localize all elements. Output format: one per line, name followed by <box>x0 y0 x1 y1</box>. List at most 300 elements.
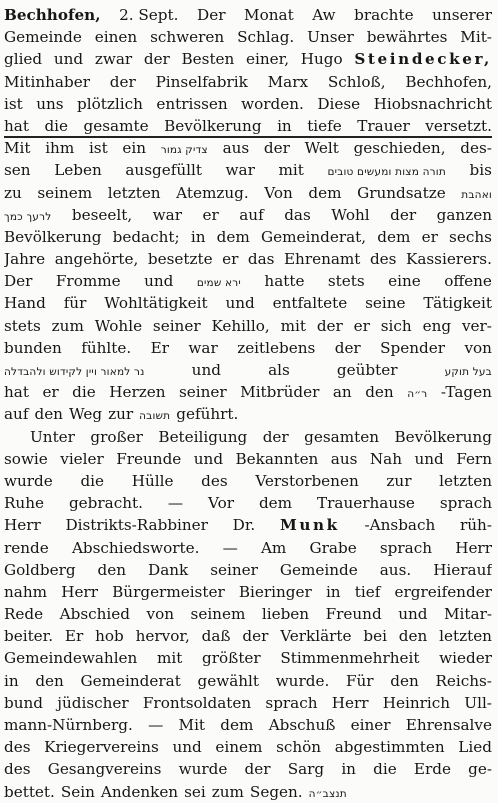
word: und <box>398 605 428 624</box>
word: Wohle <box>94 316 143 335</box>
word: ihm <box>45 139 75 158</box>
word: worden. <box>241 94 304 113</box>
word: Hiobsnachricht <box>373 94 492 113</box>
word: gebracht. <box>68 494 143 513</box>
word: Für <box>345 671 374 690</box>
word: aus <box>222 139 250 158</box>
word: Sein <box>60 782 95 801</box>
word: jüdischer <box>57 693 129 712</box>
word: der <box>143 50 170 69</box>
word: mit <box>278 161 304 180</box>
word: bewährtes <box>366 28 448 47</box>
word: sprach <box>379 538 433 557</box>
word: Verklärte <box>280 627 352 646</box>
word: gesamte <box>83 116 149 135</box>
word: ist <box>4 94 23 113</box>
word: Herr <box>455 538 492 557</box>
text-line <box>4 93 492 115</box>
word: gewählt <box>197 671 259 690</box>
word: bund <box>4 693 44 712</box>
text-line <box>4 736 492 758</box>
word: dem <box>216 227 250 246</box>
word: entrissen <box>156 94 228 113</box>
word: Herr <box>61 582 98 601</box>
text-line <box>4 226 492 248</box>
word: glied <box>4 50 43 69</box>
section-divider <box>4 136 492 138</box>
word: Mitinhaber <box>4 72 90 91</box>
word: letzten <box>439 471 492 490</box>
word: und <box>53 50 84 69</box>
word: er <box>222 250 239 269</box>
word: in <box>325 582 341 601</box>
word: vieler <box>60 449 104 468</box>
word: dem <box>308 183 342 202</box>
word: Leben <box>54 161 102 180</box>
word: beseelt, <box>71 205 133 224</box>
word: abgestimmten <box>334 738 445 757</box>
word: Bieringer <box>238 582 312 601</box>
spaced-name: Steindecker, <box>354 50 492 69</box>
word: den <box>398 627 428 646</box>
word: und <box>172 738 202 757</box>
text-line <box>4 337 492 359</box>
dateline-date: 2. Sept. <box>119 6 179 24</box>
word: fühlte. <box>81 338 132 357</box>
word: der <box>262 427 289 446</box>
word: — <box>222 538 238 557</box>
word: hatte <box>264 272 305 291</box>
word: Wohl <box>331 205 370 224</box>
word: Andenken <box>100 782 179 801</box>
word: Stimmenmehrheit <box>280 649 420 668</box>
word: hat <box>4 116 29 135</box>
word: die <box>44 116 69 135</box>
text-line <box>4 714 492 736</box>
word: Er <box>64 627 84 646</box>
word: sprach <box>265 693 318 712</box>
word: zwar <box>94 50 133 69</box>
word: wurde <box>4 471 53 490</box>
word: in <box>341 760 356 779</box>
word: Der <box>4 272 33 291</box>
word: auf <box>239 205 264 224</box>
word: Abschuß <box>268 716 336 734</box>
word: war <box>152 205 182 224</box>
word: hat <box>4 383 29 402</box>
word: der <box>263 139 290 158</box>
word: des <box>201 471 228 490</box>
word: mit <box>157 649 183 668</box>
word: sen <box>4 161 31 180</box>
word: einem <box>215 738 263 757</box>
word: Ehrensalve <box>405 716 492 734</box>
text-line <box>4 4 492 26</box>
text-line <box>4 48 492 70</box>
word: entfaltete <box>272 294 348 313</box>
text-line <box>4 403 492 425</box>
word: Pinselfabrik <box>155 72 248 91</box>
word: Reichs- <box>435 671 492 690</box>
hebrew-phrase: תשובה <box>139 410 171 423</box>
word: bunden <box>4 338 62 357</box>
word: Wohltätigkeit <box>104 294 208 313</box>
word: des- <box>460 139 492 158</box>
word: Jahre <box>4 250 46 269</box>
word: Abschiedsworte. <box>71 538 200 557</box>
word: großer <box>90 427 143 446</box>
word: hob <box>95 627 124 646</box>
word: Herzen <box>109 383 166 402</box>
text-line <box>4 71 492 93</box>
word: Diese <box>317 94 361 113</box>
word: Marx <box>267 72 309 91</box>
word: Gesangvereins <box>47 760 162 779</box>
word: Grabe <box>309 538 357 557</box>
word: Herr <box>331 693 369 712</box>
word: von <box>464 338 492 357</box>
word: Er <box>150 338 169 357</box>
word: stets <box>4 316 41 335</box>
word: Lied <box>458 738 492 757</box>
word: Freund <box>325 605 382 624</box>
word: brachte <box>354 6 414 24</box>
text-line <box>4 381 492 403</box>
word: einer, <box>246 50 290 69</box>
word: die <box>373 760 397 779</box>
word: Kriegervereins <box>44 738 159 757</box>
word: Schlag. <box>237 28 295 47</box>
word: seiner <box>152 316 201 335</box>
word: und <box>414 449 444 468</box>
word: seine <box>365 294 406 313</box>
word: hervor, <box>135 627 190 646</box>
word: Der <box>197 6 226 24</box>
word: unserer <box>432 6 492 24</box>
word: die <box>72 383 96 402</box>
word: das <box>247 250 275 269</box>
hebrew-phrase: ירא שמים <box>196 277 241 290</box>
text-line <box>4 115 492 137</box>
word: Goldberg <box>4 560 76 579</box>
word: wieder <box>439 649 492 668</box>
word: beiter. <box>4 627 54 646</box>
word: Am <box>260 538 287 557</box>
word: seiner <box>210 560 258 579</box>
hebrew-phrase: לרעך כמך <box>4 210 52 223</box>
word: Weg <box>68 405 103 424</box>
word: nahm <box>4 582 48 601</box>
text-line <box>4 182 492 204</box>
word: Distrikts-Rabbiner <box>65 516 208 535</box>
word: Dr. <box>232 516 256 535</box>
word: plötzlich <box>77 94 143 113</box>
word: bei <box>363 627 387 646</box>
word: und <box>225 294 255 313</box>
word: schweren <box>150 28 225 47</box>
text-line <box>4 204 492 226</box>
word: zur <box>108 405 134 424</box>
word: Ull- <box>464 693 492 712</box>
word: Mit <box>4 139 31 158</box>
word: sechs <box>449 227 492 246</box>
word: Hierauf <box>433 560 492 579</box>
word: ver- <box>461 316 492 335</box>
word: Gemeinderat <box>80 671 181 690</box>
word: in <box>277 116 292 135</box>
word: der <box>244 760 271 779</box>
word: — <box>148 716 164 734</box>
text-line <box>4 359 492 381</box>
text-line <box>4 248 492 270</box>
word: daß <box>201 627 231 646</box>
word: Frontsoldaten <box>142 693 252 712</box>
text-line <box>4 537 492 559</box>
word: die <box>80 471 105 490</box>
text-line <box>4 581 492 603</box>
word: rende <box>4 538 49 557</box>
word: aus. <box>379 560 412 579</box>
word: den <box>34 405 63 424</box>
word: geschieden, <box>353 139 446 158</box>
word: Bevölkerung <box>394 427 492 446</box>
word: uns <box>36 94 64 113</box>
word: Unter <box>30 427 75 446</box>
text-line <box>4 492 492 514</box>
text-line <box>4 470 492 492</box>
hebrew-phrase: נר למאור ויין לקידוש ולהבדלה <box>4 366 145 378</box>
word: angehörte, <box>54 250 139 269</box>
word: eng <box>422 316 452 335</box>
word: Beteiligung <box>158 427 248 446</box>
word: Trauer <box>357 116 410 135</box>
word: und <box>193 449 224 468</box>
text-line <box>4 448 492 470</box>
word: das <box>284 205 311 224</box>
word: der <box>316 316 343 335</box>
word: und <box>191 361 221 379</box>
word: offene <box>444 272 492 291</box>
word: stets <box>327 272 365 291</box>
word: Segen. <box>249 782 303 801</box>
word: für <box>63 294 87 313</box>
word: Bürgermeister <box>112 582 225 601</box>
word: größter <box>202 649 261 668</box>
text-line <box>4 603 492 625</box>
word: Fern <box>456 449 492 468</box>
text-line <box>4 137 492 159</box>
word: Gemeinde <box>279 560 358 579</box>
word: Vor <box>208 494 234 513</box>
word: ausgefüllt <box>125 161 202 180</box>
word: Hülle <box>131 471 174 490</box>
word: war <box>225 161 255 180</box>
word: den <box>97 560 127 579</box>
word: einer <box>350 716 391 734</box>
word: und <box>144 272 174 291</box>
word: mit <box>280 316 306 335</box>
word: -Ansbach <box>364 516 436 535</box>
dateline-place: Bechhofen, <box>4 6 101 24</box>
word: Abschied <box>59 605 130 624</box>
word: ergreifender <box>394 582 492 601</box>
word: lieben <box>261 605 310 624</box>
word: den <box>365 383 394 402</box>
word: schön <box>276 738 322 757</box>
word: Spender <box>380 338 446 357</box>
hebrew-phrase: ואהבת <box>461 188 492 201</box>
word: zum <box>211 782 244 801</box>
word: er <box>353 316 370 335</box>
word: zum <box>51 316 84 335</box>
word: Schloß, <box>327 72 386 91</box>
hebrew-phrase: תורה מצות ומעשים טובים <box>327 166 446 179</box>
word: den <box>390 671 419 690</box>
word: einen <box>94 28 138 47</box>
hebrew-phrase: בעל תוקע <box>444 366 492 378</box>
word: seinem <box>190 605 246 624</box>
word: aus <box>330 449 358 468</box>
word: des <box>4 760 31 779</box>
word: Tätigkeit <box>423 294 492 313</box>
word: wurde. <box>275 671 330 690</box>
word: geübter <box>336 361 398 379</box>
text-line <box>4 315 492 337</box>
word: des <box>369 250 397 269</box>
hebrew-phrase: ר״ה <box>407 388 428 401</box>
word: Gemeinderat, <box>260 227 367 246</box>
word: Rede <box>4 605 44 624</box>
spaced-name: Munk <box>279 516 340 535</box>
hebrew-phrase: תנצב״ה <box>308 787 347 800</box>
text-line <box>4 758 492 780</box>
word: ge- <box>468 760 492 779</box>
text-line <box>4 159 492 181</box>
word: an <box>332 383 352 402</box>
word: auf <box>4 405 29 424</box>
word: Kehillo, <box>211 316 270 335</box>
text-line <box>4 559 492 581</box>
word: gesamten <box>304 427 379 446</box>
word: letzten <box>439 627 492 646</box>
word: Nah <box>369 449 403 468</box>
word: er <box>42 383 59 402</box>
word: Sarg <box>287 760 325 779</box>
word: besetzte <box>147 250 213 269</box>
word: — <box>167 494 184 513</box>
word: der <box>242 627 269 646</box>
word: zur <box>386 471 412 490</box>
word: Besten <box>181 50 235 69</box>
word: eine <box>388 272 421 291</box>
word: Monat <box>244 6 294 24</box>
word: tiefe <box>307 116 342 135</box>
word: Bechhofen, <box>405 72 492 91</box>
word: Aw <box>312 6 336 24</box>
word: sei <box>184 782 206 801</box>
word: mann-Nürnberg. <box>4 716 133 734</box>
word: zeitlebens <box>237 338 316 357</box>
word: dem <box>258 494 293 513</box>
text-line <box>4 781 492 803</box>
text-line <box>4 670 492 692</box>
text-line <box>4 625 492 647</box>
word: Ruhe <box>4 494 44 513</box>
word: ganzen <box>436 205 492 224</box>
word: Heinrich <box>382 693 451 712</box>
word: sprach <box>439 494 492 513</box>
word: seinem <box>37 183 93 202</box>
word: Grundsatze <box>357 183 446 202</box>
word: wurde <box>178 760 228 779</box>
word: Trauerhause <box>317 494 415 513</box>
text-line <box>4 426 492 448</box>
word: Mitar- <box>444 605 492 624</box>
word: sich <box>380 316 412 335</box>
word: Hugo <box>300 50 343 69</box>
word: Freunde <box>116 449 182 468</box>
word: Ehrenamt <box>283 250 361 269</box>
word: Mit <box>178 716 206 734</box>
word: er <box>421 227 438 246</box>
word: geführt. <box>176 405 239 424</box>
word: Welt <box>304 139 339 158</box>
word: Mitbrüder <box>240 383 320 402</box>
text-line <box>4 270 492 292</box>
word: Gemeinde <box>4 28 82 47</box>
word: Kassierers. <box>405 250 492 269</box>
word: bedacht; <box>112 227 180 246</box>
word: tief <box>354 582 381 601</box>
word: bis <box>469 161 492 180</box>
text-line <box>4 26 492 48</box>
word: Dank <box>148 560 189 579</box>
word: versetzt. <box>425 116 492 135</box>
word: der <box>109 72 136 91</box>
word: von <box>146 605 175 624</box>
word: rüh- <box>460 516 492 535</box>
word: Mit- <box>460 28 492 47</box>
word: Verstorbenen <box>255 471 359 490</box>
word: -Tagen <box>440 383 492 402</box>
word: als <box>268 361 290 379</box>
word: in <box>190 227 206 246</box>
word: seiner <box>178 383 227 402</box>
word: ein <box>122 139 147 158</box>
text-line <box>4 292 492 314</box>
word: Bekannten <box>235 449 319 468</box>
word: sowie <box>4 449 48 468</box>
word: Fromme <box>55 272 121 291</box>
word: er <box>202 205 219 224</box>
word: Von <box>264 183 293 202</box>
word: Atemzug. <box>176 183 249 202</box>
word: der <box>334 338 361 357</box>
text-line <box>4 647 492 669</box>
word: dem <box>220 716 254 734</box>
word: Bevölkerung <box>164 116 262 135</box>
word: ist <box>88 139 108 158</box>
word: Erde <box>413 760 451 779</box>
text-line <box>4 514 492 536</box>
word: Herr <box>4 516 41 535</box>
word: den <box>35 671 64 690</box>
word: bettet. <box>4 782 55 801</box>
word: letzten <box>107 183 161 202</box>
word: war <box>188 338 218 357</box>
word: des <box>4 738 31 757</box>
word: Bevölkerung <box>4 227 102 246</box>
